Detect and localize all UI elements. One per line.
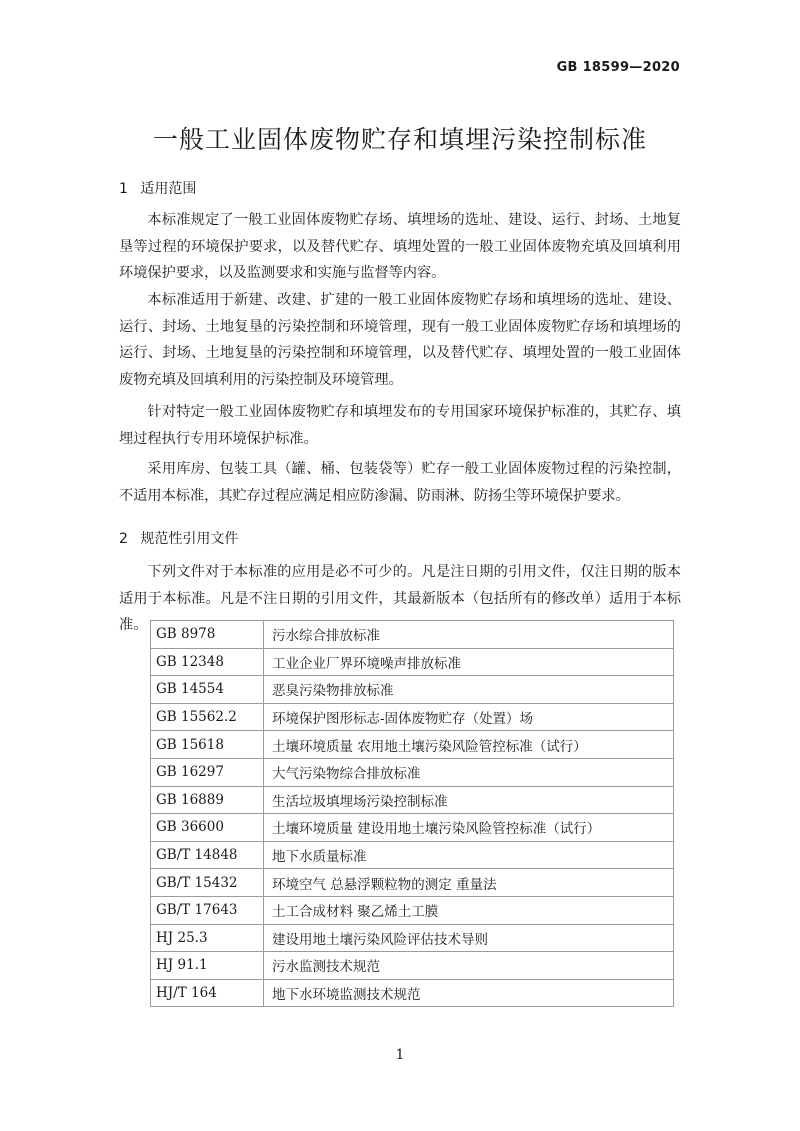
table-row — [151, 786, 674, 814]
table-row — [151, 952, 674, 980]
paragraph: 采用库房、包装工具（罐、桶、包装袋等）贮存一般工业固体废物过程的污染控制，不适用本标准，其贮存过程应满足相应防渗漏、防雨淋、防扬尘等环境保护要求。 — [119, 461, 681, 504]
reference-name: 土壤环境质量 农用地土壤污染风险管控标准（试行） — [264, 731, 674, 759]
reference-name: 建设用地土壤污染风险评估技术导则 — [264, 924, 674, 952]
section-number: 1 — [119, 181, 128, 197]
reference-code: GB 16297 — [151, 758, 264, 786]
table-row — [151, 703, 674, 731]
reference-code: GB/T 15432 — [151, 869, 264, 897]
table-row — [151, 896, 674, 924]
section-heading-scope — [119, 178, 196, 198]
paragraph: 本标准规定了一般工业固体废物贮存场、填埋场的选址、建设、运行、封场、土地复垦等过程的环境保护要求，以及替代贮存、填埋处置的一般工业固体废物充填及回填利用环境保护要求，以及监测要求和实施与监督等内容。 — [119, 212, 681, 281]
section-heading-normative-references — [119, 528, 238, 548]
reference-table — [150, 620, 674, 1007]
table-row — [151, 869, 674, 897]
reference-name: 土壤环境质量 建设用地土壤污染风险管控标准（试行） — [264, 814, 674, 842]
table-row — [151, 979, 674, 1007]
reference-name: 生活垃圾填埋场污染控制标准 — [264, 786, 674, 814]
document-title: 一般工业固体废物贮存和填埋污染控制标准 — [152, 125, 647, 154]
reference-name: 污水监测技术规范 — [264, 952, 674, 980]
paragraph: 下列文件对于本标准的应用是必不可少的。凡是注日期的引用文件，仅注日期的版本适用于本标准。凡是不注日期的引用文件，其最新版本（包括所有的修改单）适用于本标准。 — [119, 564, 681, 633]
reference-code: GB 14554 — [151, 676, 264, 704]
table-row — [151, 841, 674, 869]
reference-code: GB 15618 — [151, 731, 264, 759]
reference-code: HJ 91.1 — [151, 952, 264, 980]
reference-code: GB/T 14848 — [151, 841, 264, 869]
reference-name: 地下水环境监测技术规范 — [264, 979, 674, 1007]
section-title: 规范性引用文件 — [140, 531, 239, 547]
reference-code: GB 15562.2 — [151, 703, 264, 731]
table-row — [151, 676, 674, 704]
reference-name: 污水综合排放标准 — [264, 621, 674, 649]
reference-code: GB 8978 — [151, 621, 264, 649]
reference-name: 环境空气 总悬浮颗粒物的测定 重量法 — [264, 869, 674, 897]
standard-code: GB 18599—2020 — [556, 60, 680, 75]
reference-code: GB 36600 — [151, 814, 264, 842]
reference-code: HJ 25.3 — [151, 924, 264, 952]
reference-name: 大气污染物综合排放标准 — [264, 758, 674, 786]
reference-code: GB 12348 — [151, 648, 264, 676]
reference-code: GB 16889 — [151, 786, 264, 814]
reference-name: 恶臭污染物排放标准 — [264, 676, 674, 704]
table-row — [151, 924, 674, 952]
reference-name: 地下水质量标准 — [264, 841, 674, 869]
reference-name: 环境保护图形标志-固体废物贮存（处置）场 — [264, 703, 674, 731]
page-number: 1 — [395, 1047, 405, 1063]
section-title: 适用范围 — [140, 181, 197, 197]
reference-code: HJ/T 164 — [151, 979, 264, 1007]
table-row — [151, 731, 674, 759]
table-row — [151, 621, 674, 649]
reference-name: 工业企业厂界环境噪声排放标准 — [264, 648, 674, 676]
paragraph: 本标准适用于新建、改建、扩建的一般工业固体废物贮存场和填埋场的选址、建设、运行、封场、土地复垦的污染控制和环境管理，现有一般工业固体废物贮存场和填埋场的运行、封场、土地复垦的污染控制和环境管理，以及替代贮存、填埋处置的一般工业固体废物充填及回填利用的污染控制及环境管理。 — [119, 292, 681, 388]
table-row — [151, 648, 674, 676]
table-row — [151, 814, 674, 842]
reference-code: GB/T 17643 — [151, 896, 264, 924]
paragraph: 针对特定一般工业固体废物贮存和填埋发布的专用国家环境保护标准的，其贮存、填埋过程执行专用环境保护标准。 — [119, 404, 681, 447]
reference-name: 土工合成材料 聚乙烯土工膜 — [264, 896, 674, 924]
section-number: 2 — [119, 531, 128, 547]
table-row — [151, 758, 674, 786]
